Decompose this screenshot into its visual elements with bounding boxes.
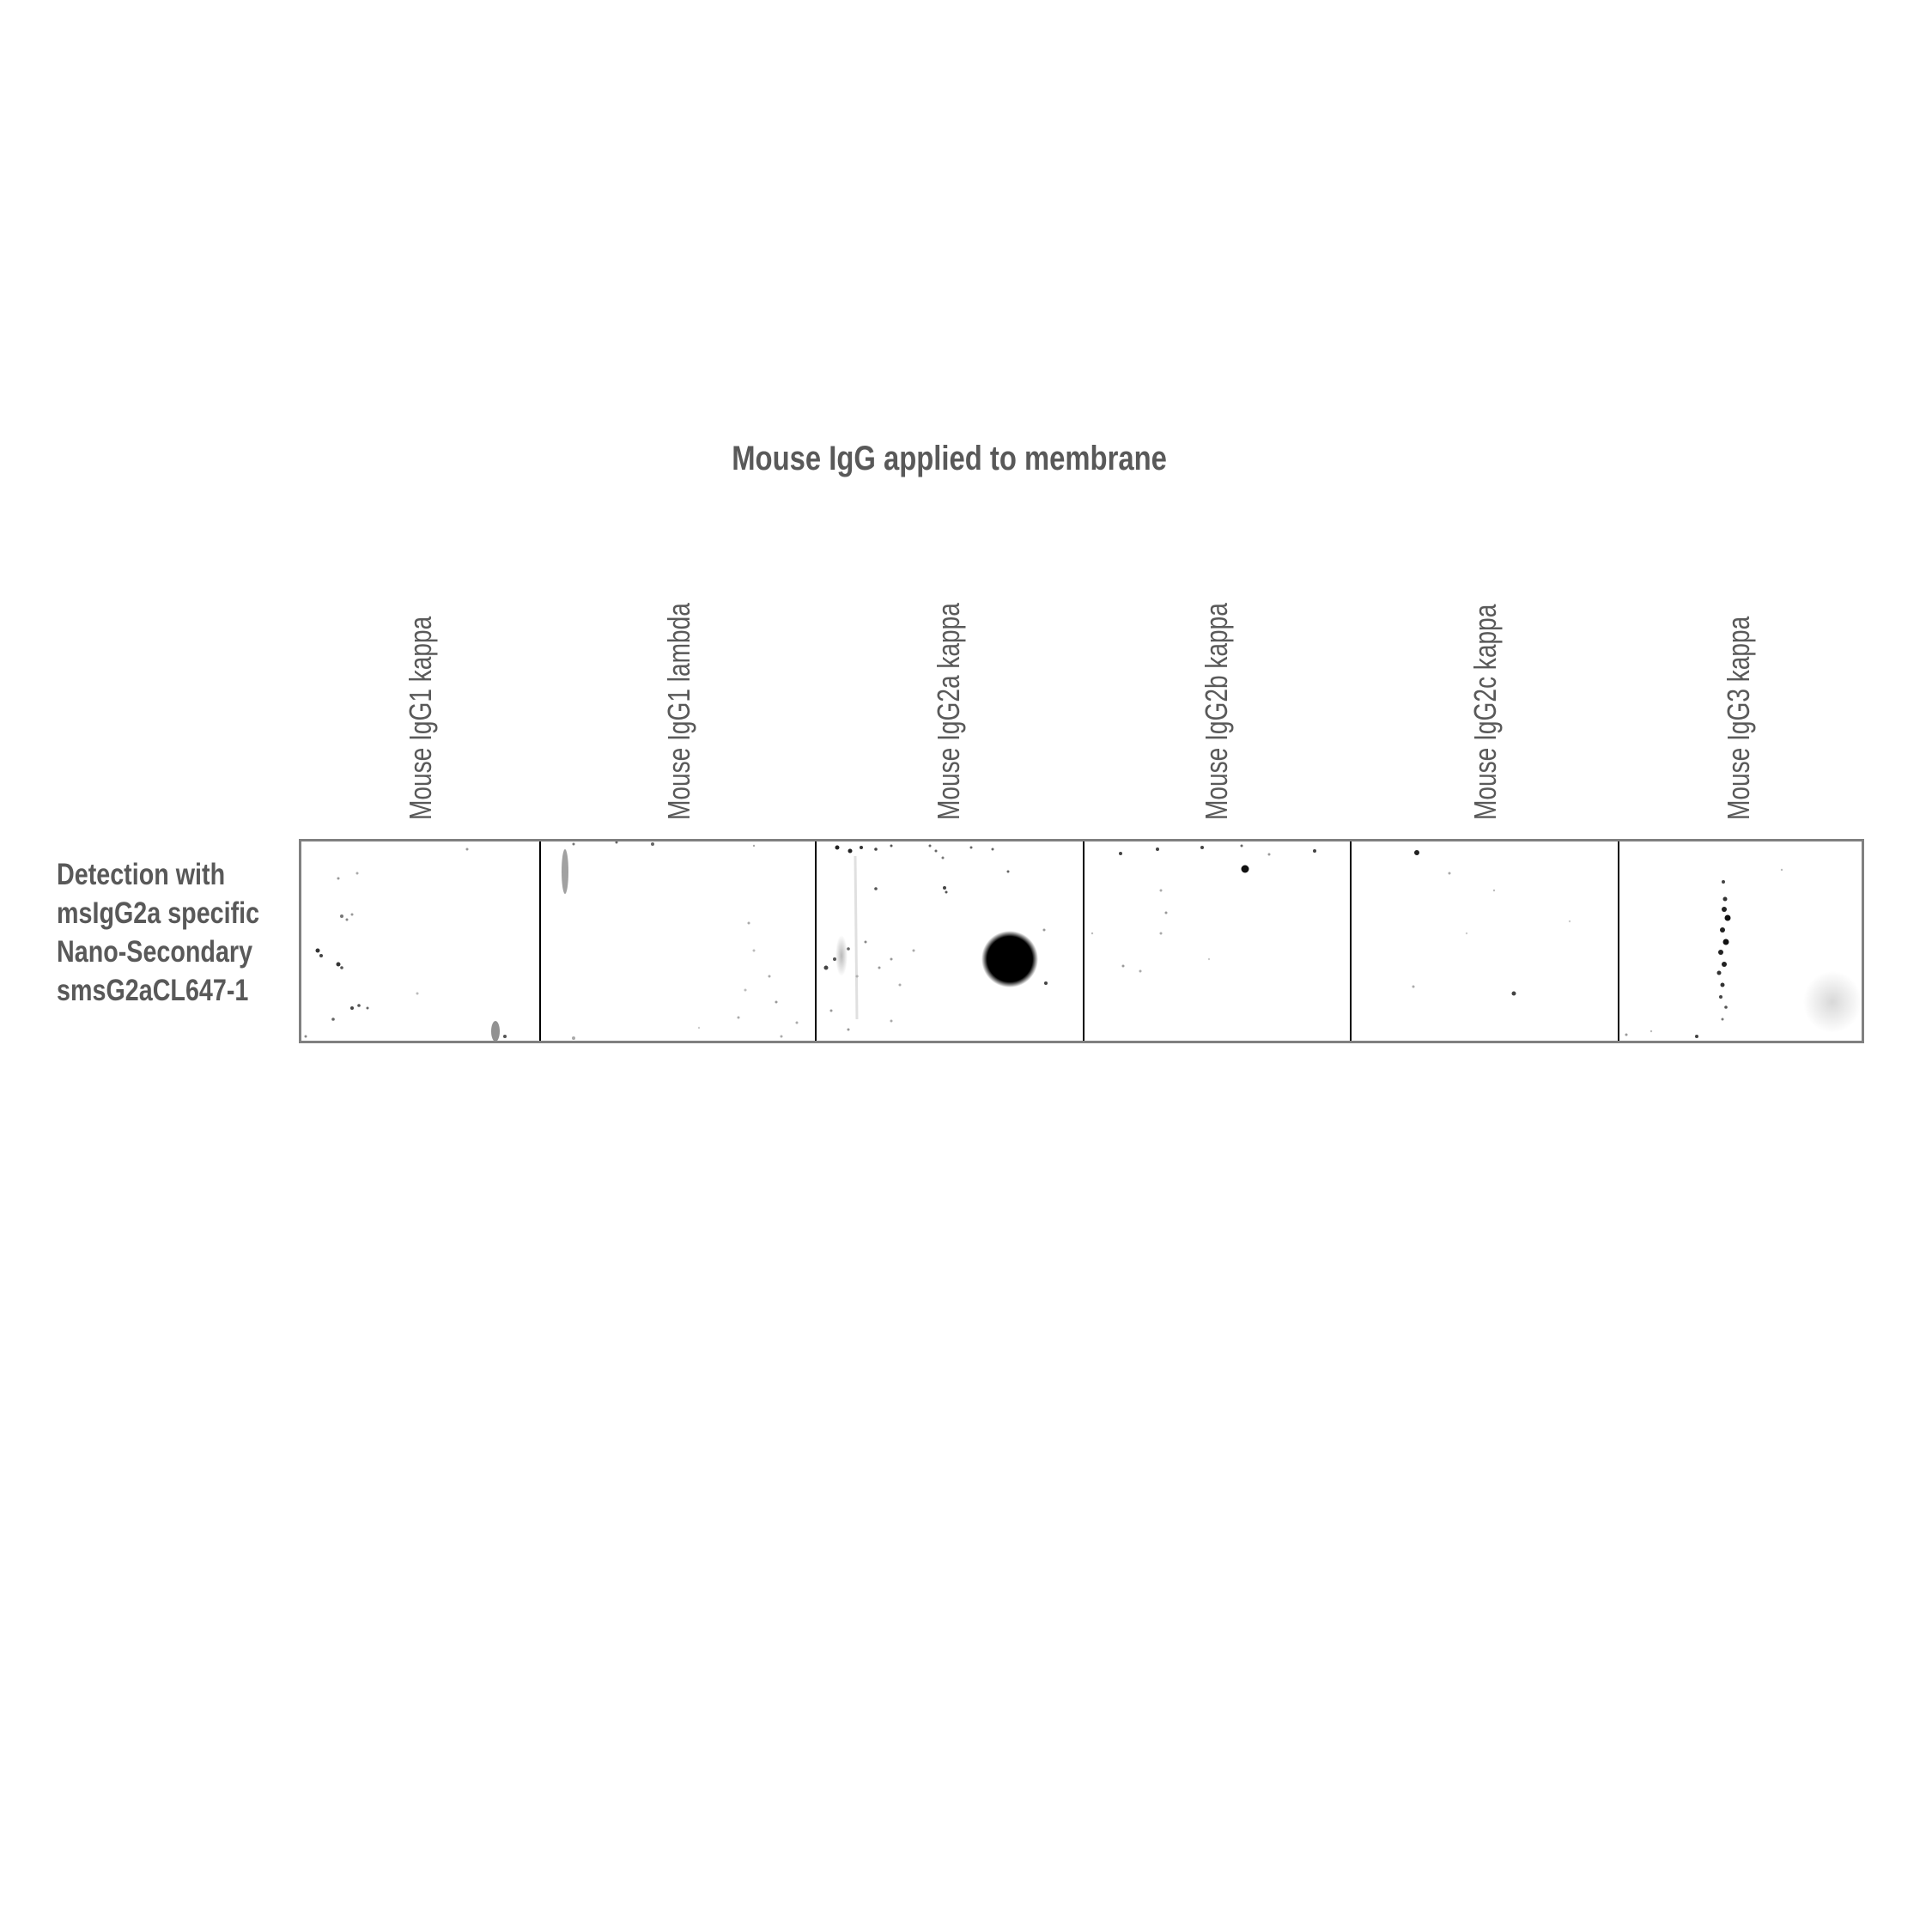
lane-label-text: Mouse IgG2b kappa: [1199, 603, 1234, 820]
row-label-line: msIgG2a specific: [57, 896, 260, 930]
lane-label-text: Mouse IgG2c kappa: [1467, 604, 1503, 820]
membrane-background: [299, 839, 1864, 1043]
row-label-line: Nano-Secondary: [57, 935, 253, 969]
detection-row-label: [57, 855, 289, 1010]
row-label-line: smsG2aCL647-1: [57, 974, 249, 1007]
lane-label-text: Mouse IgG1 lambda: [661, 603, 696, 820]
lane-label-text: Mouse IgG2a kappa: [931, 603, 966, 820]
positive-dot-igg2a-kappa: [981, 931, 1038, 987]
membrane-blot: [299, 839, 1864, 1043]
figure-title: Mouse IgG applied to membrane: [732, 440, 1167, 477]
lane-label-text: Mouse IgG1 kappa: [403, 616, 438, 820]
row-label-line: Detection with: [57, 858, 226, 891]
lane-label-text: Mouse IgG3 kappa: [1721, 616, 1756, 820]
